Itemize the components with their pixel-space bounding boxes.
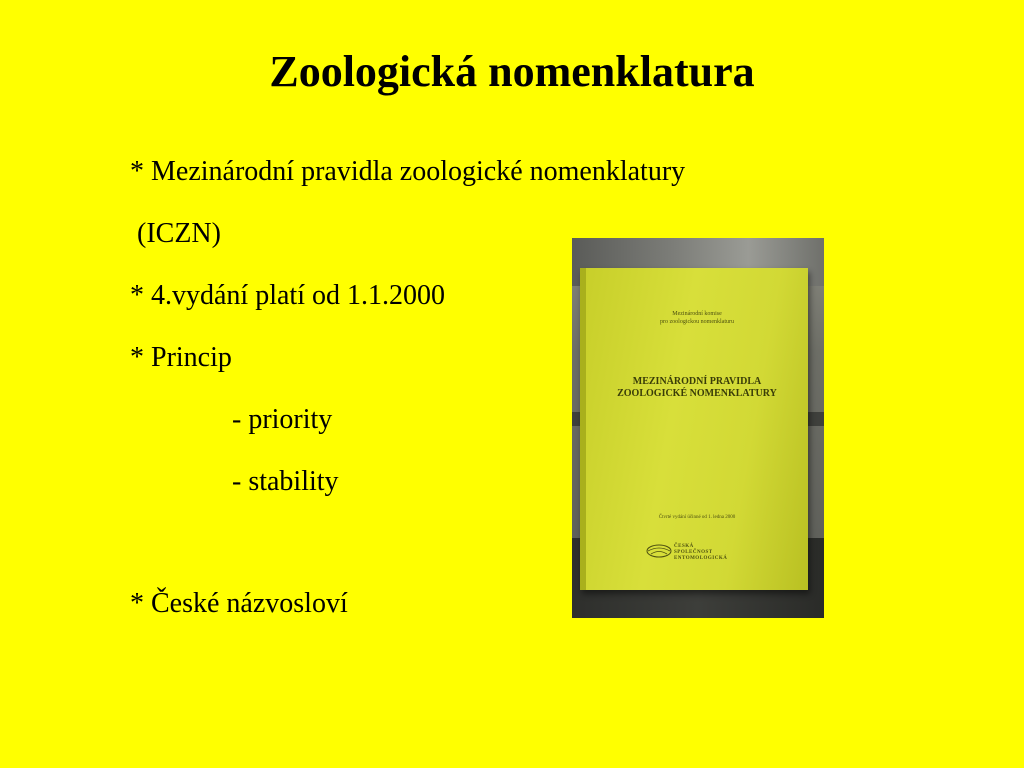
book-title-line1: MEZINÁRODNÍ PRAVIDLA xyxy=(632,376,762,387)
bullet-iczn-rules: * Mezinárodní pravidla zoologické nomenklatury xyxy=(130,156,686,187)
bullet-edition: * 4.vydání platí od 1.1.2000 xyxy=(130,280,445,311)
book-title-line2: ZOOLOGICKÉ NOMENKLATURY xyxy=(617,388,777,399)
book-publisher xyxy=(586,310,808,326)
slide-title: Zoologická nomenklatura xyxy=(269,47,755,96)
sub-bullet-stability: - stability xyxy=(232,466,339,497)
book-edition: Čtvrté vydání účinné od 1. ledna 2000 xyxy=(658,515,736,520)
sub-bullet-priority: - priority xyxy=(232,404,333,435)
book-publisher-line2: pro zoologickou nomenklaturu xyxy=(660,319,734,325)
logo-line2: SPOLEČNOST xyxy=(674,550,713,555)
society-logo xyxy=(646,543,756,565)
logo-line1: ČESKÁ xyxy=(674,544,694,549)
bullet-principle: * Princip xyxy=(130,342,232,373)
bullet-czech-naming: * České názvosloví xyxy=(130,588,348,619)
logo-line3: ENTOMOLOGICKÁ xyxy=(674,556,728,561)
book-cover xyxy=(580,268,808,590)
book-title xyxy=(586,376,808,400)
book-photo xyxy=(572,238,824,618)
bullet-iczn-abbrev: (ICZN) xyxy=(130,218,221,249)
society-logo-icon xyxy=(646,543,672,559)
book-publisher-line1: Mezinárodní komise xyxy=(672,311,722,317)
society-logo-text xyxy=(674,544,727,562)
